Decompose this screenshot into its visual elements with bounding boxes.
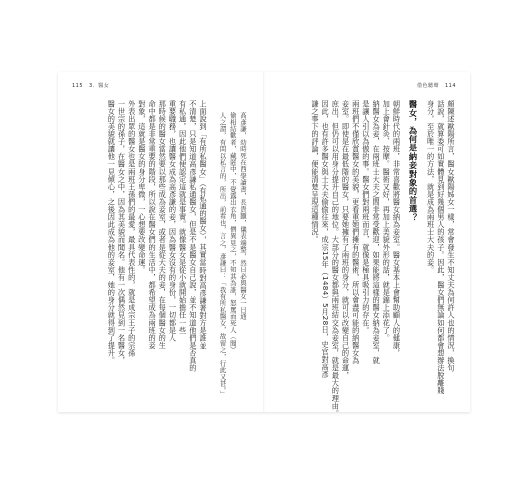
quote-column: 偷相結歡者，藏匿中，不覺露出衣角，僧異見之，不知其為誰，怒罵而死人（聞）: [228, 112, 237, 354]
right-page-header: [417, 82, 456, 89]
body-column: 命中都是非常重要的階段，所以說在醫女們的生活中，都希望成為兩班的妾: [148, 100, 158, 350]
body-column: 庶出，但仍可以用身分提升自己的地位。大部分的醫女都與兩班結交為妾室，就是最大的理由。: [331, 100, 341, 418]
body-column: 因此，也有許多醫女與士大夫偷偷往來，成宗15年（1484）5月28日，史官對高彥: [321, 100, 331, 379]
left-page-text: [106, 100, 208, 400]
body-column: 不清楚，只是知道高彥謙私通醫女，但是不是醫女自己說，並不知道他們是否真的: [188, 100, 198, 372]
quote-column: 高彥謙，幼時死在西學讀書，長貴顯，儀表端整，然日必與醫女一日通: [239, 112, 247, 320]
right-book-title: 借色聽聲: [416, 83, 439, 89]
body-column: 醫女的美貌就讓他一見傾心，之後因此成為他的妾室，她的身分就得到了提升。: [107, 100, 117, 365]
left-page-header: [72, 82, 109, 89]
right-page-text: [310, 100, 456, 418]
body-column: 妾室。即使是在最低階的醫女，只要她擁有了兩班的身分，就可以改變自己的命運，: [341, 100, 351, 380]
intro-column: 身分，至於唯一的方法，就是成為兩班士大夫的妾。: [426, 100, 436, 274]
quote-column: 人之謂，有問以私言的，所出，前看也，言之，彥謙曰：「我有所私醫女，故留之，行此又甚。」: [218, 112, 227, 397]
body-column: 那時候的醫女當然要以那些成為妾室，或者是從大夫的妾，在每個醫女的生: [158, 100, 168, 350]
book-gutter: [263, 72, 265, 412]
body-column: 兩班們不僅欣賞醫女的美貌，更看重她們擁有的醫術，所以會盡可能的納醫女為: [351, 100, 361, 365]
section-title: 醫女，為何是納妾對象的首選？: [408, 100, 419, 222]
intro-column: 話說，就算委可如實體見到好幾個男人的孩子。因此，醫女們無論如何都會想辦法脫離賤: [436, 100, 446, 395]
body-column: 納醫女為妾，在兩班士大夫之間非常受歡迎，如果能將這樣的醫女納為妾室，就: [372, 100, 382, 365]
body-column: 朝鮮時代的兩班，非常喜歡將醫女納為妾室。醫女基本上會幫助顧人的健康，: [392, 100, 402, 357]
left-page-number: 115: [72, 83, 84, 89]
intro-column: 頗陳述歐陽所言，醫女歐陽姊女一樣，常會發生不知丈夫為何許人也的情況，換句: [447, 100, 456, 372]
body-column: 外表出眾的醫女也是兩班王孫們的最愛，最具代表性的，就是成宗王子的宗孫: [127, 100, 137, 357]
body-column: 一世宗的孫子，在醫女之中，因為其美貌而聞名。他有一次偶然見到一名醫女，: [117, 100, 127, 365]
body-column: 加上會針灸、按摩。醫術又好，再加上美貌外形的話，就是錦上添花了。: [382, 100, 392, 342]
right-page-number: 114: [444, 83, 456, 89]
book-spread: [58, 72, 470, 418]
body-column: 對象，這就是醫女的身分卑微，一心想要改變命運。: [137, 100, 147, 274]
left-chapter-title: 3．醫女: [89, 83, 110, 89]
quote-block: [217, 112, 248, 397]
body-column: 謙之事下的評論，便能清楚呈現這種情況。: [310, 100, 320, 244]
body-column: 上面說到「有所私醫女」（有私通的醫女），其實當時對高彥謙著對方是誰並: [199, 100, 208, 350]
body-column: 有私通，因此他們便認定這就是事實。就像醫女是從小就開始擔任一些: [178, 100, 188, 335]
body-column: 重要職務，也讓醫女成為高彥謙的妾，因為醫女沒有的身份，一切都是人: [168, 100, 178, 342]
body-column: 是讓人引以為傲的事。醫女們對兩班而言，就像是極具吸引力的存在。: [361, 100, 371, 335]
